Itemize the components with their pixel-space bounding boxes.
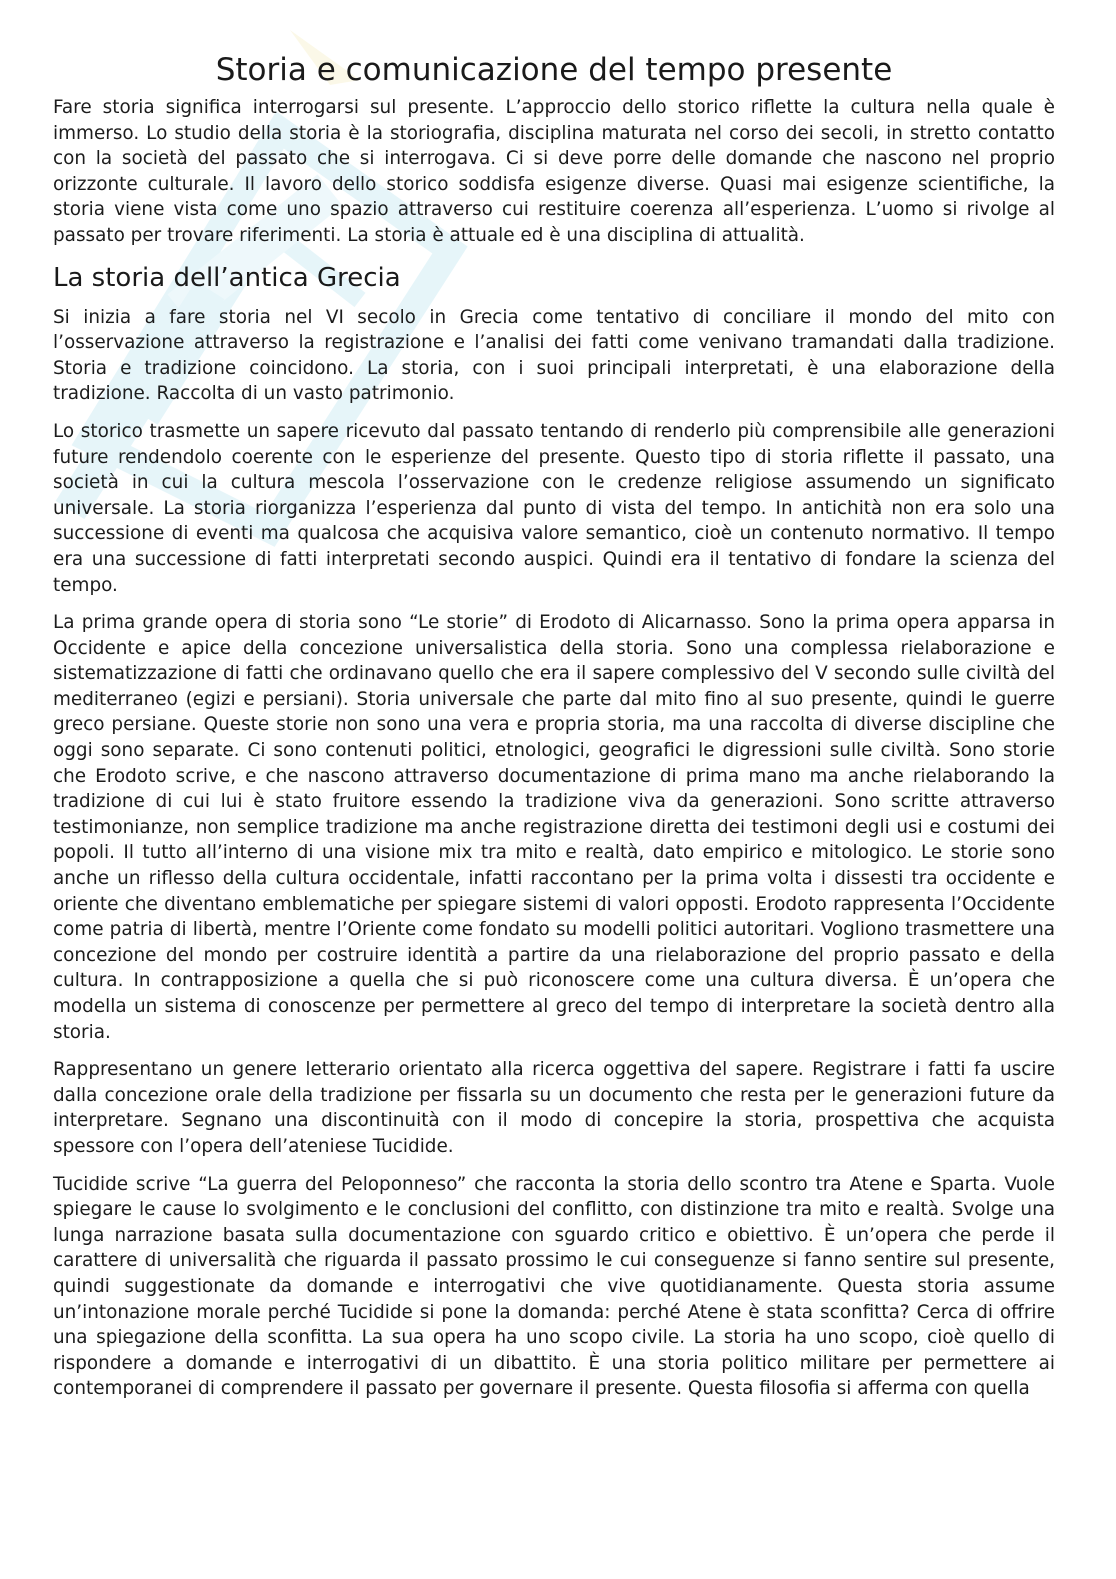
intro-paragraph: Fare storia significa interrogarsi sul presente. L’approccio dello storico riflette la cultura nella quale è immerso. Lo studio della storia è la storiografia, disciplina maturata nel corso dei secoli, in stretto contatto con la società del passato che si interrogava. Ci si deve porre delle domande che nascono nel proprio orizzonte culturale. Il lavoro dello storico soddisfa esigenze diverse. Quasi mai esigenze scientifiche, la storia viene vista come uno spazio attraverso cui restituire coerenza all’esperienza. L’uomo si rivolge al passato per trovare riferimenti. La storia è attuale ed è una disciplina di attualità.	[53, 97, 1055, 246]
paragraph: Rappresentano un genere letterario orientato alla ricerca oggettiva del sapere. Registrare i fatti fa uscire dalla concezione orale della tradizione per fissarla su un documento che resta per le generazioni future da interpretare. Segnano una discontinuità con il modo di concepire la storia, prospettiva che acquista spessore con l’opera dell’ateniese Tucidide.	[53, 1059, 1055, 1157]
paragraph: Si inizia a fare storia nel VI secolo in Grecia come tentativo di conciliare il mondo del mito con l’osservazione attraverso la registrazione e l’analisi dei fatti come venivano tramandati dalla tradizione. Storia e tradizione coincidono. La storia, con i suoi principali interpretati, è una elaborazione della tradizione. Raccolta di un vasto patrimonio.	[53, 306, 1055, 405]
paragraph: La prima grande opera di storia sono “Le storie” di Erodoto di Alicarnasso. Sono la prima opera apparsa in Occidente e apice della concezione universalistica della storia. Sono una complessa rielaborazione e sistematizzazione di fatti che ordinavano quello che era il sapere complessivo del V secondo sulle civiltà del mediterraneo (egizi e persiani). Storia universale che parte dal mito fino al suo presente, quindi le guerre greco persiane. Queste storie non sono una vera e propria storia, ma una raccolta di diverse discipline che oggi sono separate. Ci sono contenuti politici, etnologici, geografici le digressioni sulle civiltà. Sono storie che Erodoto scrive, e che nascono attraverso documentazione di prima mano ma anche rielaborando la tradizione di cui lui è stato fruitore essendo la tradizione viva da generazioni. Sono scritte attraverso testimonianze, non semplice tradizione ma anche registrazione diretta dei testimoni degli usi e costumi dei popoli. Il tutto all’interno di una visione mix tra mito e realtà, dato empirico e mitologico. Le storie sono anche un riflesso della cultura occidentale, infatti raccontano per la prima volta i dissesti tra occidente e oriente che diventano emblematiche per spiegare sistemi di valori opposti. Erodoto rappresenta l’Occidente come patria di libertà, mentre l’Oriente come fondato su modelli politici autoritari. Vogliono trasmettere una concezione del mondo per costruire identità a partire da una rielaborazione del proprio passato e della cultura. In contrapposizione a quella che si può riconoscere come una cultura diversa. È un’opera che modella un sistema di conoscenze per permettere al greco del tempo di interpretare la società dentro alla storia.	[53, 612, 1055, 1043]
section-heading: La storia dell’antica Grecia	[53, 262, 401, 293]
document-page	[53, 48, 1055, 1402]
paragraph: Tucidide scrive “La guerra del Peloponneso” che racconta la storia dello scontro tra Atene e Sparta. Vuole spiegare le cause lo svolgimento e le conclusioni del conflitto, con distinzione tra mito e realtà. Svolge una lunga narrazione basata sulla documentazione con sguardo critico e obiettivo. È un’opera che perde il carattere di universalità che riguarda il passato prossimo le cui conseguenze si fanno sentire sul presente, quindi suggestionate da domande e interrogativi che vive quotidianamente. Questa storia assume un’intonazione morale perché Tucidide si pone la domanda: perché Atene è stata sconfitta? Cerca di offrire una spiegazione della sconfitta. La sua opera ha uno scopo civile. La storia ha uno scopo, cioè quello di rispondere a domande e interrogativi di un dibattito. È una storia politico militare per permettere ai contemporanei di comprendere il passato per governare il presente. Questa filosofia si afferma con quella	[53, 1173, 1055, 1400]
page-title: Storia e comunicazione del tempo presente	[215, 52, 893, 88]
paragraph: Lo storico trasmette un sapere ricevuto dal passato tentando di renderlo più comprensibile alle generazioni future rendendolo coerente con le esperienze del presente. Questo tipo di storia riflette il passato, una società in cui la cultura mescola l’osservazione con le credenze religiose assumendo un significato universale. La storia riorganizza l’esperienza dal punto di vista del tempo. In antichità non era solo una successione di eventi ma qualcosa che acquisiva valore semantico, cioè un contenuto normativo. Il tempo era una successione di fatti interpretati secondo auspici. Quindi era il tentativo di fondare la scienza del tempo.	[53, 420, 1055, 596]
